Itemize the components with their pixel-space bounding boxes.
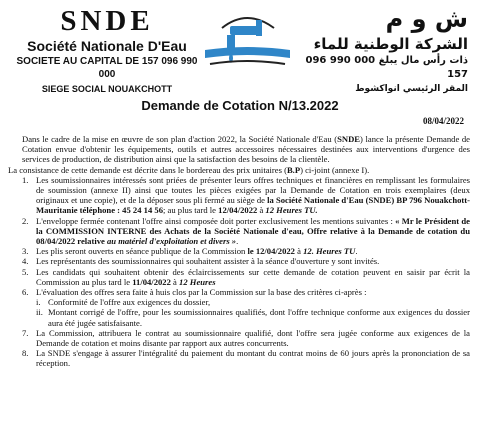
- item-text: Les soumissionnaires intéressés sont priées de présenter leurs offres techniques et financières en remplissant les formulaires de soumission (annexe II) ainsi que toutes les pièces exigées par la Demande de Cotation en trois exemplaires (deux originaux et une copie), et de la déposer sous pli fermé au siège de: [36, 174, 470, 206]
- item-number: 7.: [22, 327, 29, 338]
- criteria-item: [36, 307, 470, 327]
- item-address: la Société Nationale d'Eau (SNDE) BP 796 Nouakchott- Mauritanie téléphone : 45 24 14 56: [36, 195, 470, 216]
- item-number: 4.: [22, 256, 29, 267]
- criteria-text: Montant corrigé de l'offre, pour les soumissionnaires qualifiés, dont l'offre technique conforme aux exigences du dossier aura été jugée satisfaisante.: [48, 307, 470, 328]
- item-text: .: [236, 236, 239, 247]
- item-number: 5.: [22, 266, 29, 277]
- list-item: [22, 328, 470, 348]
- item-text: Les plis seront ouverts en séance publique de la Commission: [36, 246, 248, 257]
- criteria-text: Conformité de l'offre aux exigences du dossier,: [48, 297, 211, 308]
- item-text: Les représentants des soumissionnaires qui souhaitent assister à la séance d'ouverture y sont invités.: [36, 256, 380, 267]
- item-text: ; au plus tard le: [163, 205, 219, 216]
- list-item: [22, 175, 470, 216]
- consistance-text-end: ) ci-joint (annexe I).: [300, 164, 370, 175]
- item-text: à: [294, 246, 304, 257]
- document-title: Demande de Cotation N/13.2022: [141, 98, 339, 113]
- consistance-bp: B.P: [286, 164, 301, 175]
- company-seat-arabic: المقر الرئيسي انواكشوط: [355, 84, 468, 94]
- item-number: 1.: [22, 174, 29, 185]
- item-mention-italic: au matériel d'exploitation et divers »: [106, 236, 237, 247]
- item-number: 2.: [22, 215, 29, 226]
- company-capital-arabic: ذات رأس مال يبلغ 000 990 096 157: [305, 55, 468, 80]
- intro-text: Dans le cadre de la mise en œuvre de son plan d'action 2022, la Société Nationale d'Eau (: [22, 134, 338, 144]
- intro-paragraph: [22, 134, 470, 165]
- criteria-item: [36, 297, 470, 307]
- conditions-list: [22, 175, 470, 369]
- criteria-number: ii.: [36, 307, 43, 318]
- item-text: .: [355, 246, 358, 257]
- item-number: 8.: [22, 348, 29, 359]
- item-question-hour: 12 Heures: [179, 276, 216, 287]
- item-opening-hour: 12. Heures TU: [303, 246, 356, 257]
- company-name: Société Nationale D'Eau: [27, 38, 187, 54]
- header-left: [12, 4, 202, 96]
- company-seat: SIEGE SOCIAL NOUAKCHOTT: [41, 84, 173, 94]
- company-name-arabic: الشركة الوطنية للماء: [313, 35, 468, 53]
- item-text: La SNDE s'engage à assurer l'intégralité du paiement du montant du contrat moins de 60 jours après la prononciation de sa réception.: [36, 348, 470, 369]
- criteria-list: [36, 297, 470, 328]
- list-item: [22, 256, 470, 266]
- document-date: 08/04/2022: [422, 116, 464, 126]
- list-item: [22, 216, 470, 247]
- item-number: 6.: [22, 287, 29, 298]
- intro-snde: SNDE: [337, 134, 361, 144]
- item-mention: « Mr le Président de la COMMISSION INTERNE des Achats de la Société Nationale d'eau, Offre relative à la Demande de cotation du 08/04/2022 relative: [36, 215, 470, 247]
- consistance-text: La consistance de cette demande est décrite dans le bordereau des prix unitaires (: [8, 164, 287, 175]
- item-text: à: [170, 276, 180, 287]
- item-text: à: [257, 205, 266, 216]
- item-text: Les candidats qui souhaitent obtenir des éclaircissements sur cette demande de cotation peuvent en saisir par écrit la Commission au plus tard le: [36, 266, 470, 287]
- item-deadline-date: 12/04/2022: [218, 205, 258, 216]
- list-item: [22, 267, 470, 287]
- list-item: [22, 246, 470, 256]
- document-body: [8, 134, 470, 369]
- list-item: [22, 287, 470, 328]
- item-deadline-hour: 12 Heures TU.: [265, 205, 318, 216]
- snde-logo: [200, 6, 295, 74]
- item-text: La Commission, attribuera le contrat au soumissionnaire qualifié, dont l'offre sera jugée conforme aux exigences de la Demande de cotation et moins disante par rapport aux autres concurrents.: [36, 327, 470, 349]
- company-acronym: SNDE: [60, 5, 154, 37]
- item-number: 3.: [22, 246, 29, 257]
- item-question-date: 11/04/2022: [132, 276, 171, 287]
- consistance-paragraph: [8, 165, 470, 175]
- criteria-number: i.: [36, 297, 41, 308]
- list-item: [22, 348, 470, 368]
- item-text: L'enveloppe fermée contenant l'offre ainsi composée doit porter exclusivement les mentions suivantes :: [36, 215, 396, 226]
- intro-text-end: ) lance la présente Demande de Cotation envue d'obtenir les équipements, outils et autres accessoires nécessaires destinées aux interventions d'urgence des services de production, de distribution ainsi que la satisfaction des besoins de la clientèle.: [22, 134, 470, 165]
- company-capital: SOCIETE AU CAPITAL DE 157 096 990 000: [16, 56, 198, 80]
- header-right: [298, 4, 468, 96]
- company-acronym-arabic: ش و م: [385, 5, 468, 33]
- item-text: L'évaluation des offres sera faite à huis clos par la Commission sur la base des critères ci-après :: [36, 287, 367, 298]
- item-opening-date: le 12/04/2022: [247, 246, 295, 257]
